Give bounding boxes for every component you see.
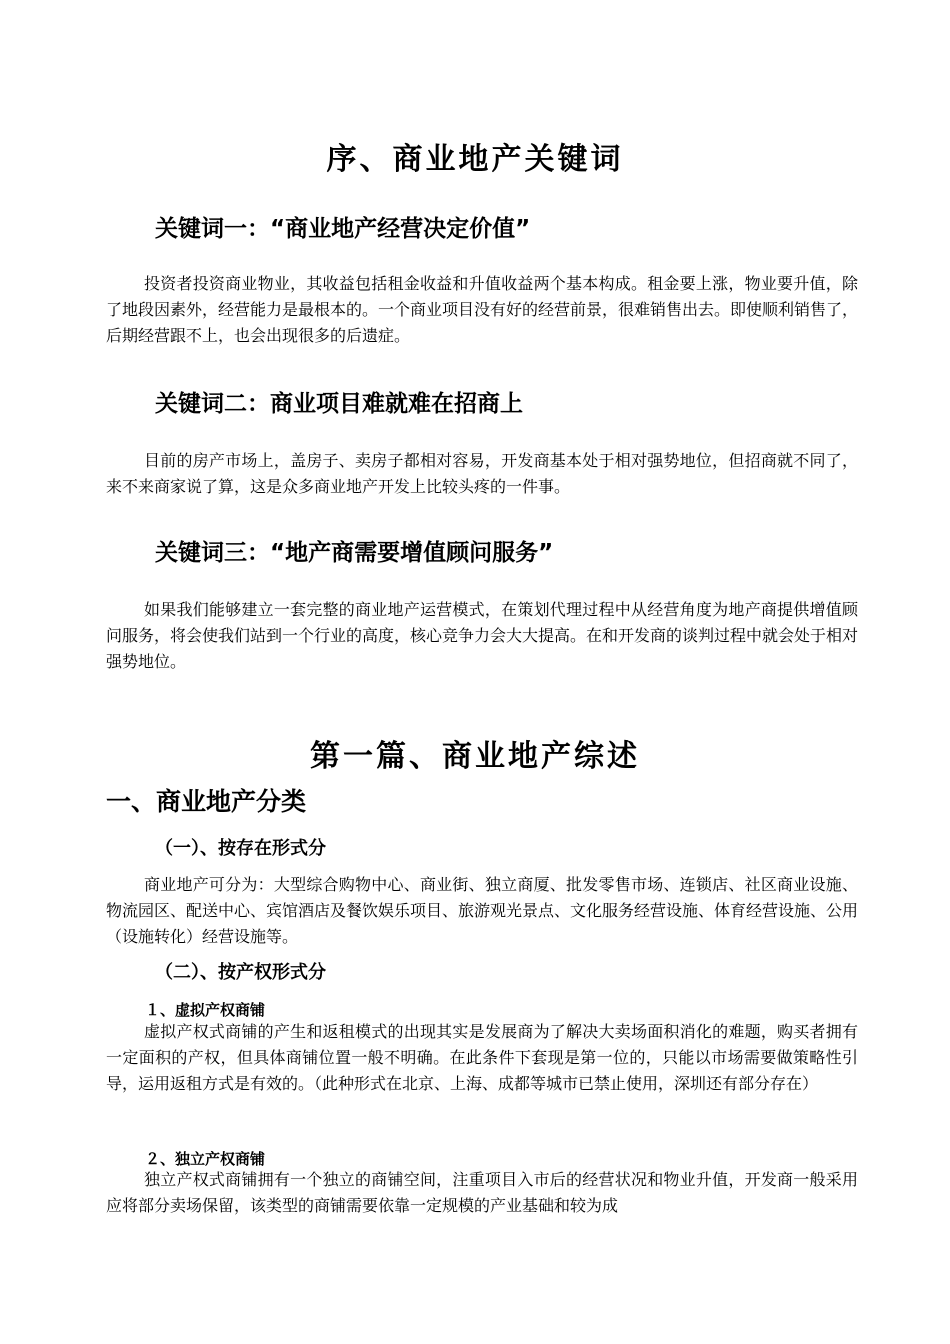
section-1-heading: 一、商业地产分类: [106, 787, 307, 816]
keyword-3-paragraph: 如果我们能够建立一套完整的商业地产运营模式，在策划代理过程中从经营角度为地产商提供增值顾问服务，将会使我们站到一个行业的高度，核心竞争力会大大提高。在和开发商的谈判过程中就会处于相对强势地位。: [106, 600, 859, 671]
keyword-2-paragraph: 目前的房产市场上，盖房子、卖房子都相对容易，开发商基本处于相对强势地位，但招商就不同了，来不来商家说了算，这是众多商业地产开发上比较头疼的一件事。: [106, 451, 858, 496]
part1-title: 第一篇、商业地产综述: [310, 739, 640, 774]
item-2-heading: ２、独立产权商铺: [145, 1150, 266, 1168]
preface-title: 序、商业地产关键词: [326, 142, 624, 177]
keyword-3-heading: 关键词三：“地产商需要增值顾问服务”: [155, 540, 554, 566]
subsection-2-heading: （二）、按产权形式分: [155, 962, 326, 983]
subsection-1-heading: （一）、按存在形式分: [155, 838, 326, 859]
keyword-1-paragraph: 投资者投资商业物业，其收益包括租金收益和升值收益两个基本构成。租金要上涨，物业要升值，除了地段因素外，经营能力是最根本的。一个商业项目没有好的经营前景，很难销售出去。即使顺利销售了，后期经营跟不上，也会出现很多的后遗症。: [106, 274, 859, 345]
subsection-1-paragraph: 商业地产可分为：大型综合购物中心、商业街、独立商厦、批发零售市场、连锁店、社区商业设施、物流园区、配送中心、宾馆酒店及餐饮娱乐项目、旅游观光景点、文化服务经营设施、体育经营设施、公用（设施转化）经营设施等。: [106, 875, 859, 946]
keyword-1-heading: 关键词一：“商业地产经营决定价值”: [155, 216, 531, 242]
item-1-paragraph: 虚拟产权式商铺的产生和返租模式的出现其实是发展商为了解决大卖场面积消化的难题，购买者拥有一定面积的产权，但具体商铺位置一般不明确。在此条件下套现是第一位的，只能以市场需要做策略性引导，运用返租方式是有效的。（此种形式在北京、上海、成都等城市已禁止使用，深圳还有部分存在）: [106, 1022, 858, 1093]
item-1-heading: １、虚拟产权商铺: [145, 1001, 266, 1019]
keyword-2-heading: 关键词二：商业项目难就难在招商上: [155, 391, 523, 417]
item-2-paragraph: 独立产权式商铺拥有一个独立的商铺空间，注重项目入市后的经营状况和物业升值，开发商一般采用应将部分卖场保留，该类型的商铺需要依靠一定规模的产业基础和较为成: [106, 1170, 858, 1215]
